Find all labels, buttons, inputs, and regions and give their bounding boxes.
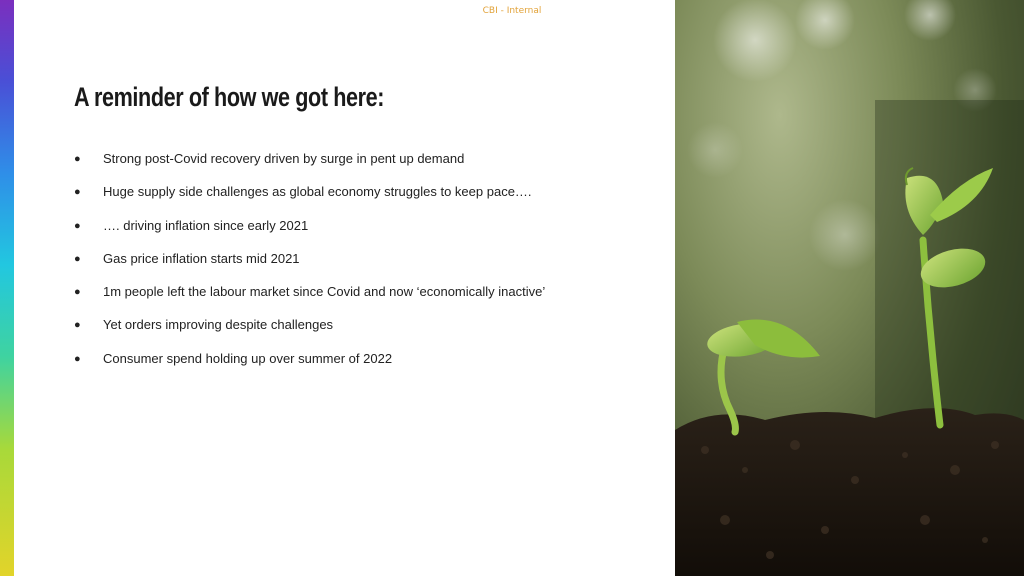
bullet-text: Consumer spend holding up over summer of 2022 xyxy=(103,350,393,366)
list-item xyxy=(74,183,654,216)
list-item xyxy=(74,217,654,250)
bullet-icon: ● xyxy=(74,352,81,365)
list-item xyxy=(74,250,654,283)
bullet-text: Yet orders improving despite challenges xyxy=(103,317,334,333)
bullet-icon: ● xyxy=(74,286,81,299)
bullet-text: Huge supply side challenges as global economy struggles to keep pace…. xyxy=(103,184,532,200)
bullet-text: Gas price inflation starts mid 2021 xyxy=(103,250,300,266)
list-item xyxy=(74,350,654,383)
list-item xyxy=(74,283,654,316)
bullet-text: 1m people left the labour market since Covid and now ‘economically inactive’ xyxy=(103,284,546,300)
seedlings-photo xyxy=(675,0,1024,576)
seedlings-in-soil-icon xyxy=(675,0,1024,576)
list-item xyxy=(74,150,654,183)
accent-gradient-bar xyxy=(0,0,14,576)
bullet-list xyxy=(74,150,654,383)
classification-label: CBI - Internal xyxy=(482,6,542,16)
slide-title: A reminder of how we got here: xyxy=(74,82,385,112)
bullet-icon: ● xyxy=(74,319,81,332)
bullet-text: Strong post-Covid recovery driven by surge in pent up demand xyxy=(103,151,465,166)
bullet-icon: ● xyxy=(74,153,81,165)
bullet-text: …. driving inflation since early 2021 xyxy=(103,217,309,233)
bullet-icon: ● xyxy=(74,219,81,232)
bullet-icon: ● xyxy=(74,252,81,265)
bullet-icon: ● xyxy=(74,186,81,199)
list-item xyxy=(74,316,654,349)
